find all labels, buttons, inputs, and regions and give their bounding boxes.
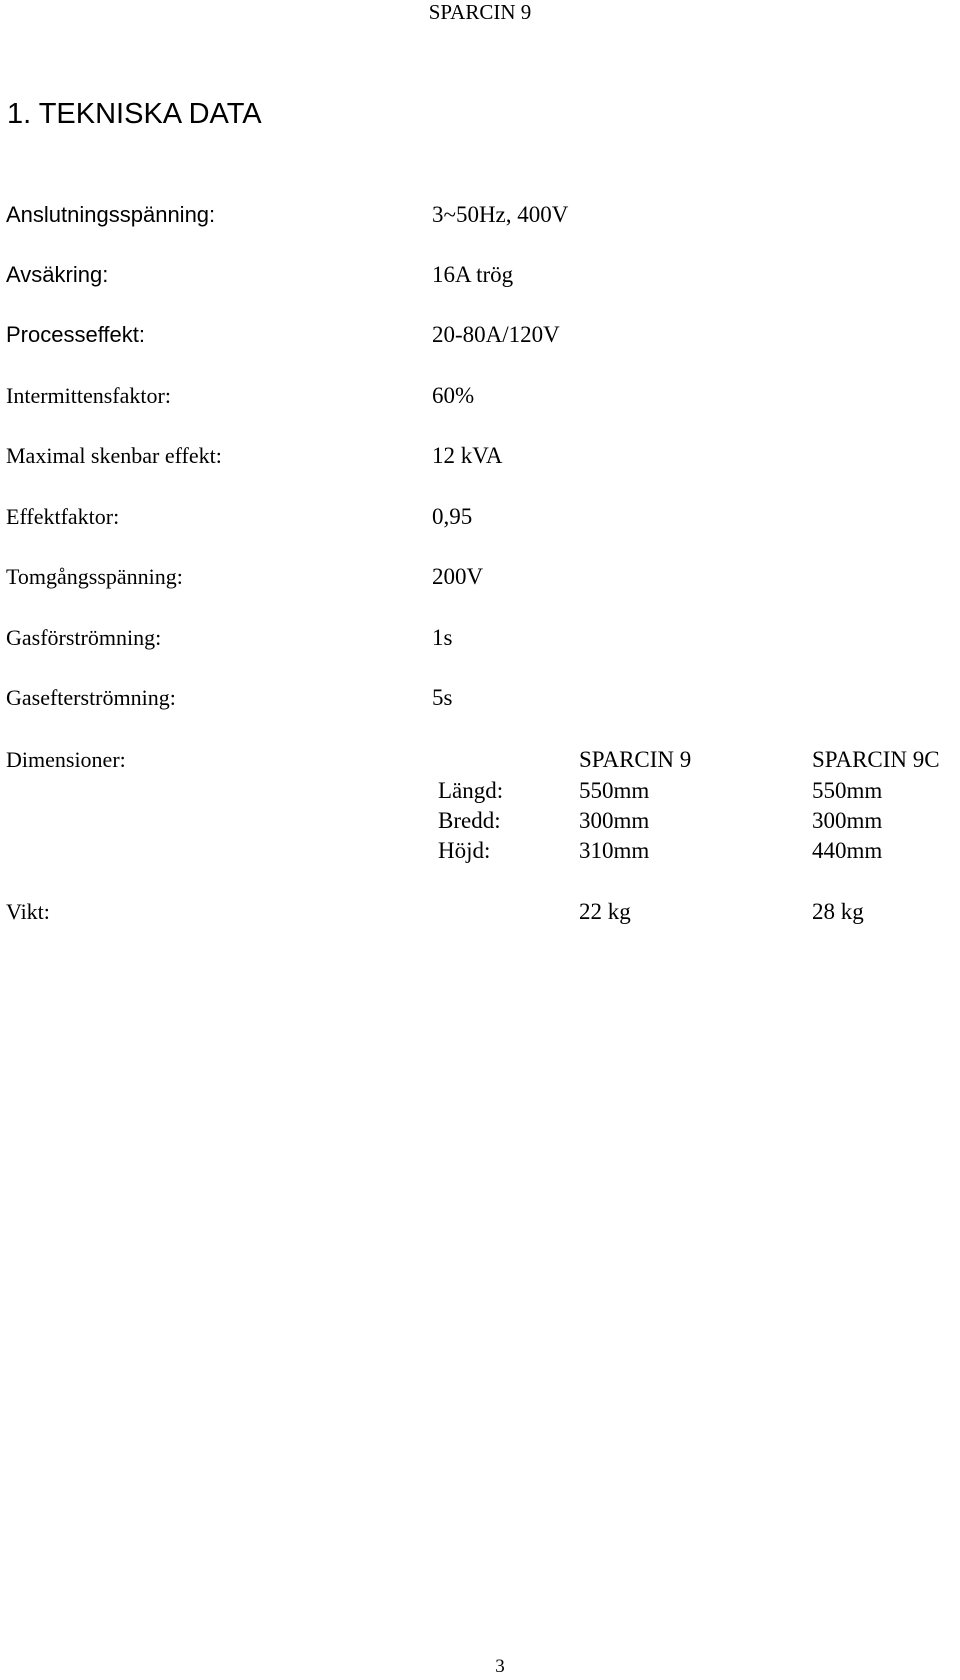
spec-value: 20-80A/120V [432, 322, 560, 347]
model-header: SPARCIN 9 [579, 747, 692, 772]
weight-label: Vikt: [6, 899, 50, 924]
dimension-value: 550mm [812, 778, 883, 803]
spec-value: 5s [432, 685, 453, 710]
page-title: 1. TEKNISKA DATA [7, 98, 262, 130]
spec-value: 16A trög [432, 262, 514, 287]
spec-label: Gasefterströmning: [6, 685, 176, 710]
spec-label: Processeffekt: [6, 322, 145, 347]
weight-value: 28 kg [812, 899, 864, 924]
page-number: 3 [495, 1656, 505, 1677]
spec-label: Maximal skenbar effekt: [6, 443, 222, 468]
dimension-row-label: Höjd: [438, 838, 491, 863]
weight-value: 22 kg [579, 899, 631, 924]
dimensions-label: Dimensioner: [6, 747, 126, 772]
dimension-row-label: Bredd: [438, 808, 501, 833]
spec-label: Gasförströmning: [6, 625, 162, 650]
spec-label: Avsäkring: [6, 262, 109, 287]
dimension-value: 550mm [579, 778, 650, 803]
model-header: SPARCIN 9C [812, 747, 940, 772]
spec-label: Effektfaktor: [6, 504, 120, 529]
page-header: SPARCIN 9 [428, 0, 532, 24]
spec-value: 60% [432, 383, 475, 408]
dimension-value: 310mm [579, 838, 650, 863]
spec-label: Tomgångsspänning: [6, 564, 183, 589]
spec-value: 3~50Hz, 400V [432, 202, 569, 227]
spec-value: 12 kVA [432, 443, 503, 468]
spec-value: 0,95 [432, 504, 473, 529]
spec-label: Intermittensfaktor: [6, 383, 171, 408]
spec-label: Anslutningsspänning: [6, 202, 216, 227]
dimension-value: 300mm [812, 808, 883, 833]
dimension-value: 440mm [812, 838, 883, 863]
dimension-row-label: Längd: [438, 778, 504, 803]
dimension-value: 300mm [579, 808, 650, 833]
spec-value: 200V [432, 564, 484, 589]
spec-value: 1s [432, 625, 453, 650]
